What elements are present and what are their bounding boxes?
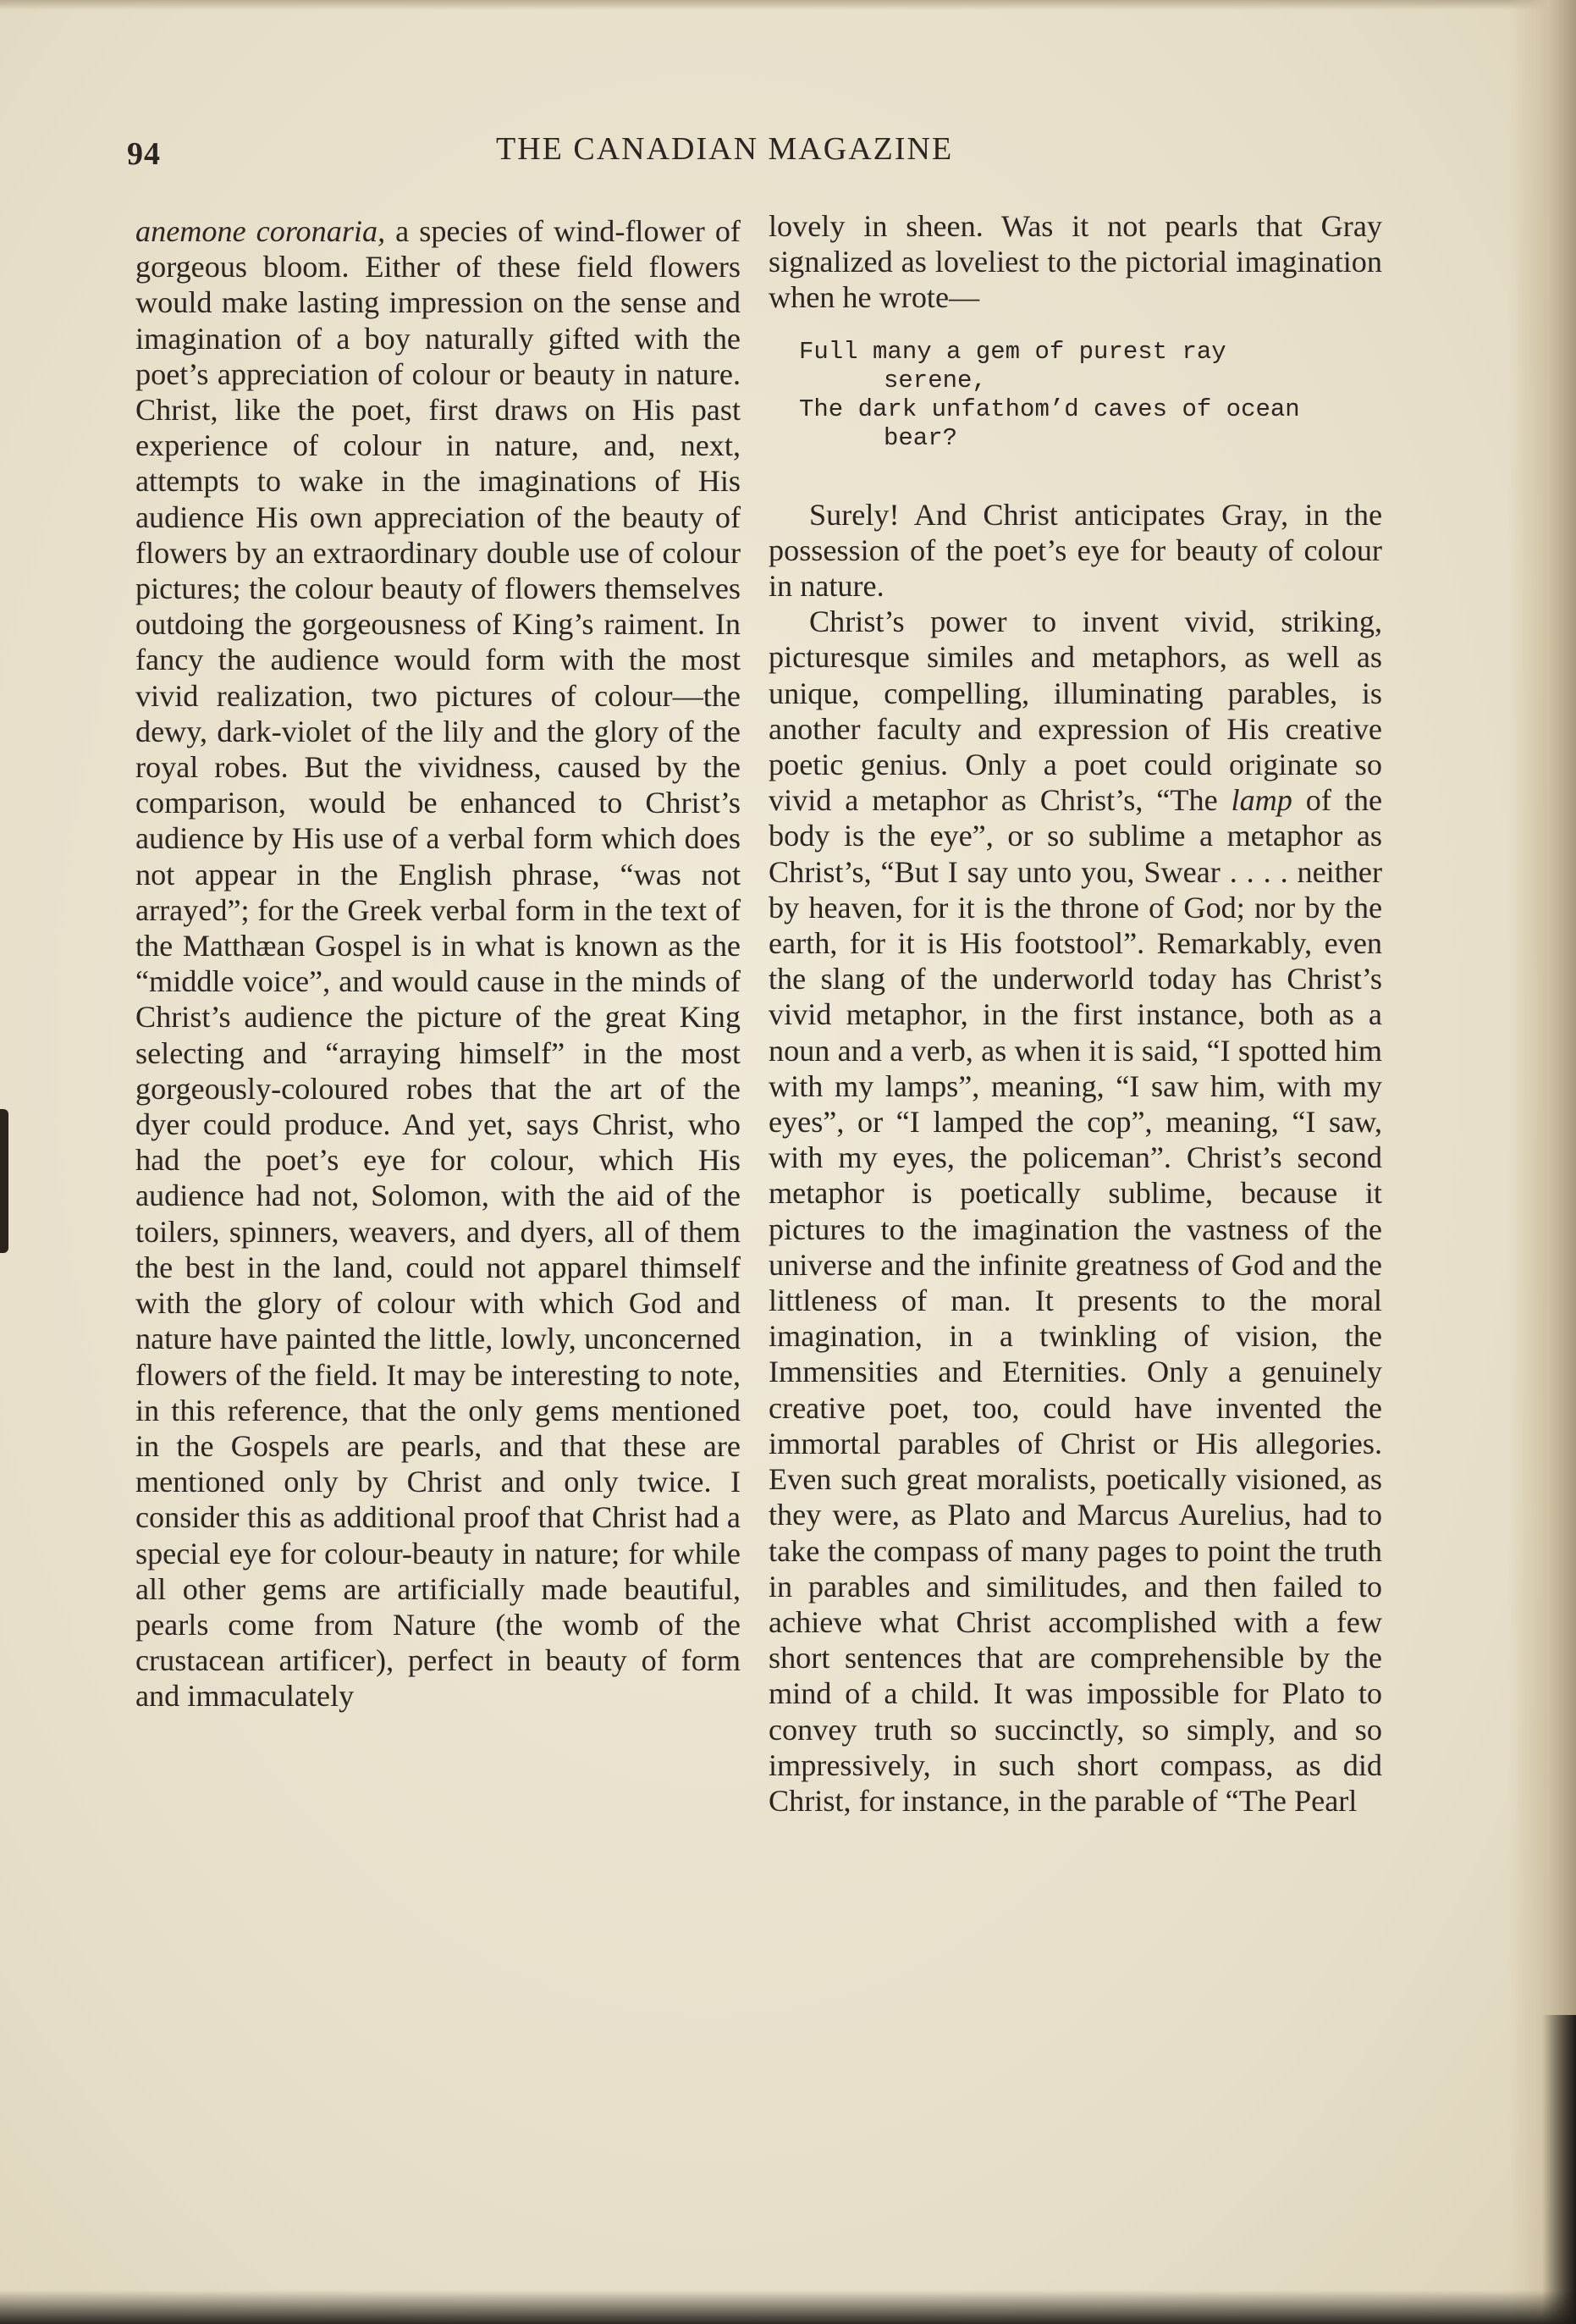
right-column-paragraph: Surely! And Christ anticipates Gray, in the possession of the poet’s eye for beauty of colour in nature. (769, 497, 1382, 604)
paragraph-text: of the body is the eye”, or so sublime a metaphor as Christ’s, “But I say unto you, Swear . . . . neither by heaven, for it is the throne of God; nor by the earth, for it is His footstool”. Remarkably, even the slang of the underworld today has Christ’s vivid metaphor, in the first instance, both as a noun and a verb, as when it is said, “I spotted him with my lamps”, meaning, “I saw him, with my eyes”, or “I lamped the cop”, meaning, “I saw, with my eyes, the policeman”. Christ’s second metaphor is poetically sublime, because it pictures to the imagination the vastness of the universe and the infinite greatness of God and the littleness of man. It presents to the moral imagination, in a twinkling of vision, the Immensities and Eternities. Only a genuinely creative poet, too, could have invented the immortal parables of Christ or His allegories. Even such great moralists, poetically visioned, as they were, as Plato and Marcus Aurelius, had to take the compass of many pages to point the truth in parables and similitudes, and then failed to achieve what Christ accomplished with a few short sentences that are comprehensible by the mind of a child. It was impossible for Plato to convey truth so succinctly, so simply, and so impressively, in such short compass, as did Christ, for instance, in the parable of “The Pearl (769, 783, 1383, 1818)
quote-line-continuation: serene, (884, 366, 987, 395)
italic-term: lamp (1231, 783, 1292, 818)
page-number: 94 (127, 136, 161, 172)
page-bottom-edge (0, 2290, 1576, 2324)
left-column (135, 213, 741, 1714)
poem-quotation (799, 338, 1366, 453)
paragraph-text: Christ’s power to invent vivid, striking, picturesque similes and metaphors, as well as unique, compelling, illuminating parables, is another faculty and expression of His creative poetic genius. Only a poet could originate so vivid a metaphor as Christ’s, “The (769, 604, 1382, 818)
left-column-text: a species of wind-flower of gorgeous bloom. Either of these field flowers would make lasting impression on the sense and imagination of a boy naturally gifted with the poet’s appreciation of colour or beauty in nature. Christ, like the poet, first draws on His past experience of colour in nature, and, next, attempts to wake in the imaginations of His audience His own appreciation of the beauty of flowers by an extraordinary double use of colour pictures; the colour beauty of flowers themselves outdoing the gorgeousness of King’s raiment. In fancy the audience would form with the most vivid realization, two pictures of colour—the dewy, dark-violet of the lily and the glory of the royal robes. But the vividness, caused by the comparison, would be enhanced to Christ’s audience by His use of a verbal form which does not appear in the English phrase, “was not arrayed”; for the Greek verbal form in the text of the Matthæan Gospel is in what is known as the “middle voice”, and would cause in the minds of Christ’s audience the picture of the great King selecting and “arraying himself” in the most gorgeously-coloured robes that the art of the dyer could produce. And yet, says Christ, who had the poet’s eye for colour, which His audience had not, Solomon, with the aid of the toilers, spinners, weavers, and dyers, all of them the best in the land, could not apparel thimself with the glory of colour with which God and nature have painted the little, lowly, unconcerned flowers of the field. It may be interesting to note, in this reference, that the only gems mentioned in the Gospels are pearls, and that these are mentioned only by Christ and only twice. I consider this as additional proof that Christ had a special eye for colour-beauty in nature; for while all other gems are artificially made beautiful, pearls come from Nature (the womb of the crustacean artificer), perfect in beauty of form and immaculately (135, 214, 741, 1714)
left-column-paragraph (135, 213, 741, 1714)
page-top-edge (0, 0, 1576, 10)
left-edge-mark (0, 1109, 8, 1253)
right-column-intro: lovely in sheen. Was it not pearls that Gray signalized as loveliest to the pictorial imagination when he wrote— (769, 209, 1382, 315)
page-corner-shadow (1542, 2015, 1576, 2324)
quote-line-continuation: bear? (884, 423, 958, 452)
quote-line: The dark unfathom’d caves of ocean (799, 395, 1300, 423)
running-head-title: THE CANADIAN MAGAZINE (496, 131, 954, 167)
right-column (769, 208, 1382, 1819)
italic-term: anemone coronaria, (135, 214, 386, 248)
quote-line: Full many a gem of purest ray (799, 337, 1226, 366)
page-right-edge (1508, 0, 1576, 2324)
right-column-paragraph (769, 604, 1382, 1819)
